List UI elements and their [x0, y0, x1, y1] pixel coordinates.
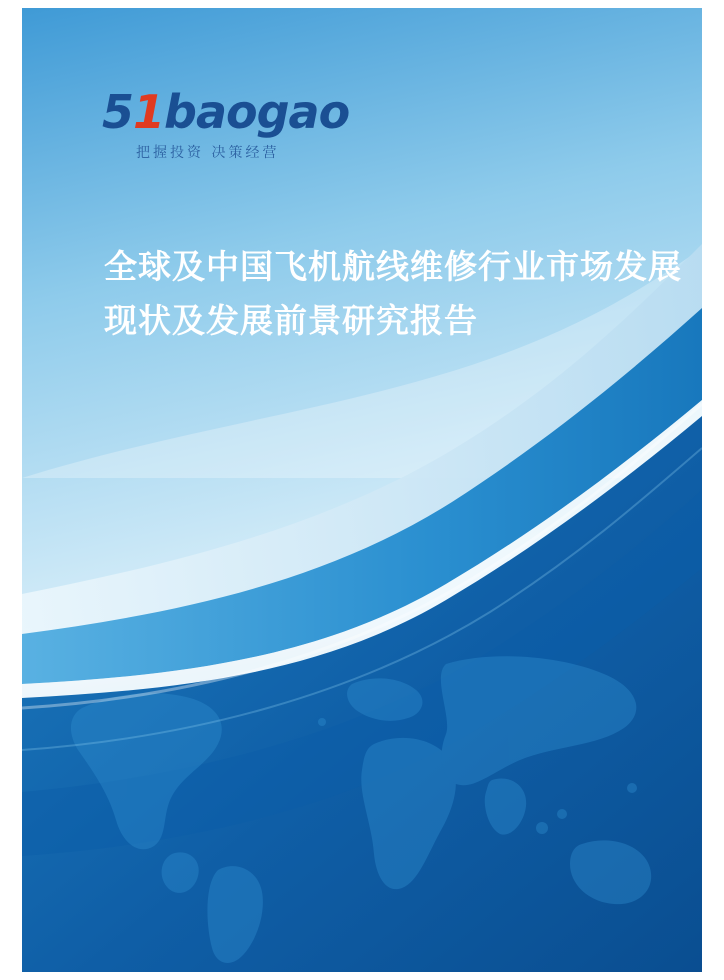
logo-wordmark	[102, 85, 402, 139]
logo-text: baogao	[164, 85, 350, 139]
logo-digit-1: 1	[133, 85, 165, 139]
logo-tagline: 把握投资 决策经营	[136, 145, 280, 161]
brand-logo	[102, 85, 402, 178]
report-cover	[22, 8, 702, 972]
report-title: 全球及中国飞机航线维修行业市场发展现状及发展前景研究报告	[104, 247, 682, 340]
logo-digit-5: 5	[102, 85, 134, 139]
